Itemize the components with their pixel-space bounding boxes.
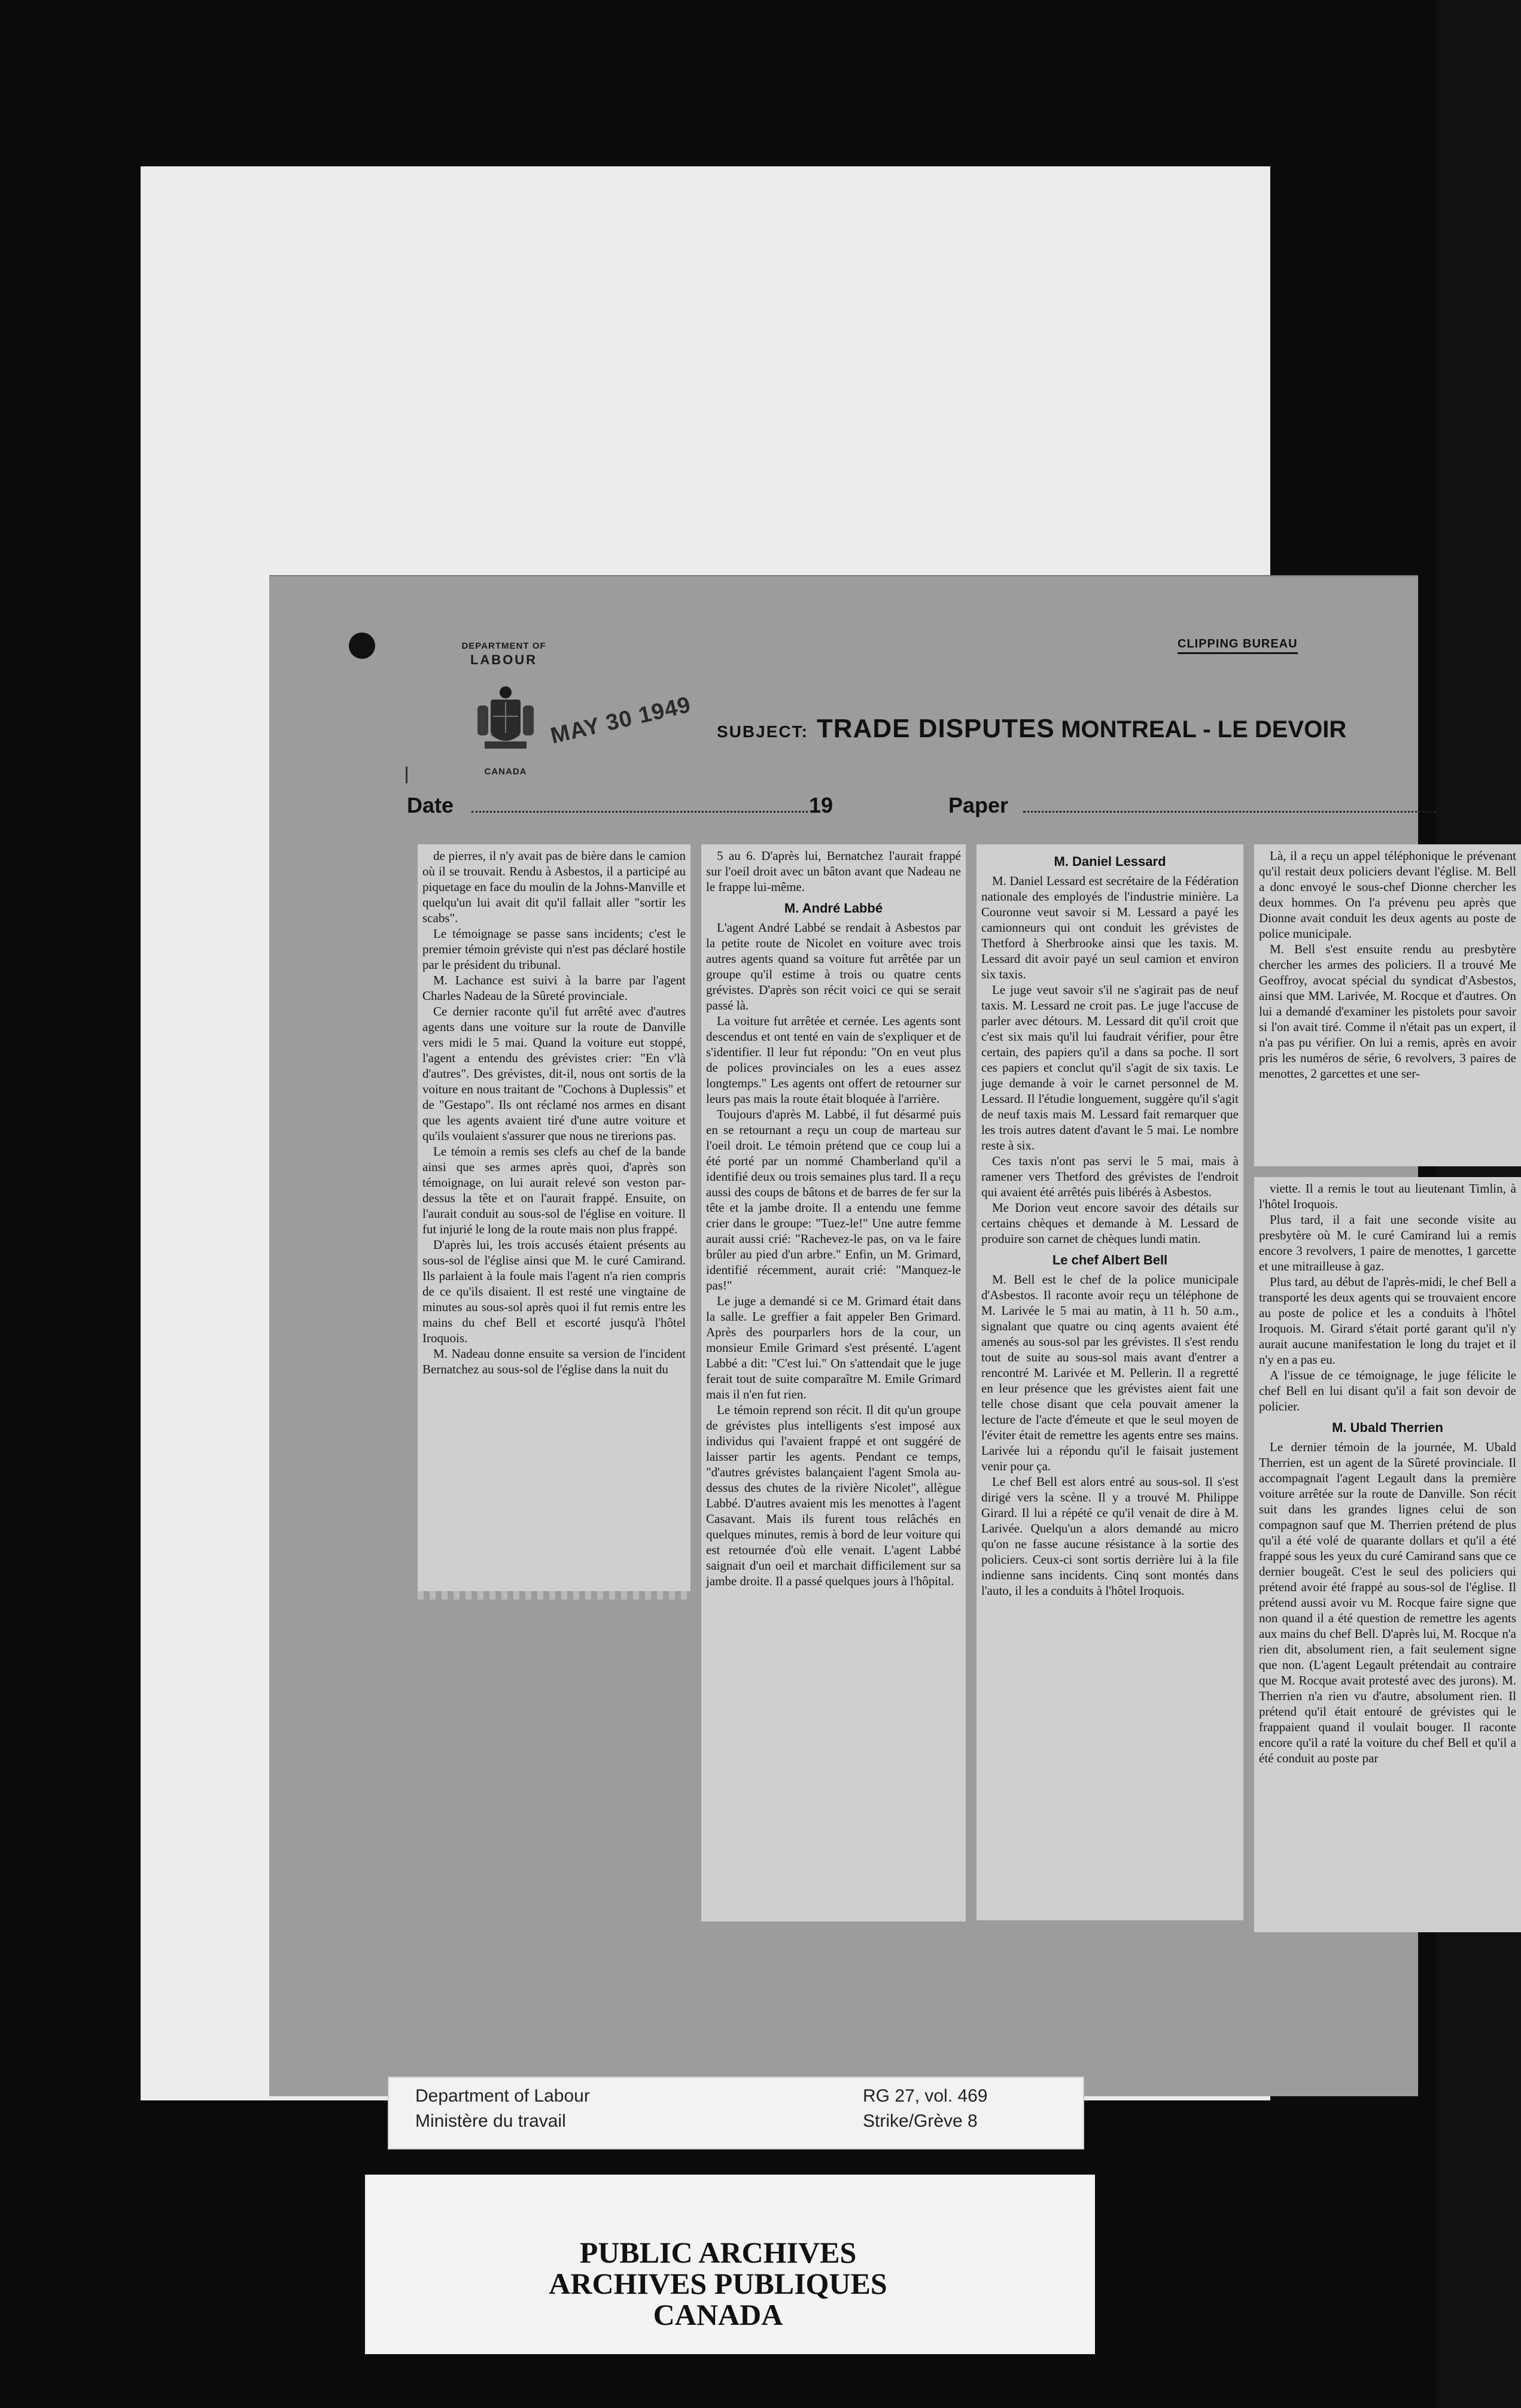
article-paragraph: Plus tard, il a fait une seconde visite au presbytère où M. le curé Camirand lui a remis encore 3 revolvers, 1 paire de menottes, 1 garcette et une mitrailleuse à gaz. (1259, 1212, 1516, 1273)
subject-value: TRADE DISPUTES (816, 714, 1055, 743)
label-department-en: Department of Labour (415, 2086, 590, 2106)
article-paragraph: Le dernier témoin de la journée, M. Ubald Therrien, est un agent de la Sûreté provinciale. Il accompagnait l'agent Legault dans la première voiture arrêtée sur la route de Danville. Son récit suit dans les grandes lignes celui de son compagnon sauf que M. Therrien prétend de plus qu'il a été volé de quarante dollars et qu'il a été frappé sous les yeux du curé Camirand sans que ce dernier bougeât. C'est le seul des policiers qui prétend avoir été frappé au sous-sol de l'église. Il prétend aussi avoir vu M. Rocque faire signe que non quand il a été question de remettre les agents aux mains du chef Bell. D'après lui, M. Rocque n'a rien dit, absolument rien, a fait seulement signe que non. (L'agent Legault prétendait au contraire que M. Rocque avait protesté avec des jurons). M. Therrien n'a rien vu d'autre, absolument rien. Il prétend qu'il était entouré de grévistes qui le frappaient quand il voulait bouger. Il raconte encore qu'il a raté la voiture du chef Bell et qu'il a été conduit au poste par (1259, 1440, 1516, 1765)
archive-sheet (141, 166, 1516, 2100)
article-paragraph: A l'issue de ce témoignage, le juge félicite le chef Bell en lui disant qu'il a fait son devoir de policier. (1259, 1368, 1516, 1413)
article-paragraph: Le témoin reprend son récit. Il dit qu'un groupe de grévistes plus intelligents s'est imposé aux individus qui l'avaient frappé et ont suggéré de laisser partir les agents. Pendant ce temps, "d'autres grévistes balançaient l'agent Smola au-dessus des chutes de la rivière Nicolet", allègue Labbé. D'autres avaient mis les menottes à l'agent Casavant. Mais ils furent tous relâchés en quelques minutes, remis à bord de leur voiture qui est retournée d'où elle venait. L'agent Labbé saignait d'un oeil et marchait difficilement sur sa jambe droite. Il a passé quelques jours à l'hôpital. (706, 1403, 961, 1588)
article-paragraph: de pierres, il n'y avait pas de bière dans le camion où il se trouvait. Rendu à Asbestos, il a participé au piquetage en face du moulin de la Johns-Manville et quelqu'un lui avait dit qu'il fallait aller "sortir les scabs". (422, 849, 686, 925)
coat-of-arms-icon (473, 682, 539, 753)
article-paragraph: M. Nadeau donne ensuite sa version de l'incident Bernatchez au sous-sol de l'église dans la nuit du (422, 1346, 686, 1376)
article-paragraph: La voiture fut arrêtée et cernée. Les agents sont descendus et ont tenté en vain de s'expliquer et de s'identifier. Il leur fut répondu: "On en veut plus de polices provinciales on les a eues assez longtemps." Les agents ont offert de retourner sur leurs pas mais la route était bloquée à l'arrière. (706, 1014, 961, 1106)
clipping-bureau-label: CLIPPING BUREAU (1178, 637, 1298, 654)
article-paragraph: Ce dernier raconte qu'il fut arrêté avec d'autres agents dans une voiture sur la route de Danville vers midi le 5 mai. Quand la voiture eut stoppé, l'agent a entendu des grévistes crier: "En v'là d'autres". Des grévistes, dit-il, nous ont sortis de la voiture en nous traitant de "Cochons à Duplessis" et de "Gestapo". Ils ont réclamé nos armes en disant que les agents avaient tiré d'une autre voiture et qu'ils voulaient s'assurer que nous ne tirerions pas. (422, 1004, 686, 1143)
article-subheading: Le chef Albert Bell (1052, 1252, 1168, 1267)
article-paragraph: Toujours d'après M. Labbé, il fut désarmé puis en se retournant a reçu un coup de marteau sur l'oeil droit. Le témoin prétend que ce coup lui a été porté par un nommé Chamberland qu'il a identifié deux ou trois semaines plus tard. Il a reçu aussi des coups de bâtons et de barres de fer sur la tête et la jambe droite. Il a entendu une femme crier dans le groupe: "Tuez-le!" Une autre femme aurait aussi crié: "Rachevez-le pas, on va le faire brûler au pied d'un arbre." Enfin, un M. Grimard, identifié récemment, aurait crié: "Manquez-le pas!" (706, 1107, 961, 1293)
article-column-4-top (1254, 844, 1521, 1166)
article-paragraph: M. Bell est le chef de la police municipale d'Asbestos. Il raconte avoir reçu un téléphone de M. Larivée le 5 mai au matin, à 11 h. 50 a.m., signalant que quatre ou cinq agents avaient été amenés au sous-sol par les grévistes. Il s'est rendu tout de suite au sous-sol mais avant d'entrer a rencontré M. Larivée et M. Pellerin. Il a regretté en leur présence que les grévistes aient fait une telle chose disant que cela pouvait amener la lecture de l'acte d'émeute et que le seul moyen de l'éviter était de remettre les agents entre ses mains. Larivée lui a répondu qu'il le faisait justement venir pour ça. (981, 1272, 1239, 1473)
article-paragraph: Ces taxis n'ont pas servi le 5 mai, mais à ramener vers Thetford des grévistes de l'endroit qui avaient été arrêtés puis libérés à Asbestos. (981, 1154, 1239, 1199)
paper-dotted-line (1023, 811, 1436, 813)
article-paragraph: Le témoignage se passe sans incidents; c'est le premier témoin gréviste qui n'est pas déclaré hostile par le président du tribunal. (422, 926, 686, 972)
margin-mark (406, 767, 407, 783)
article-paragraph: Plus tard, au début de l'après-midi, le chef Bell a transporté les deux agents qui se trouvaient encore au poste de police et les a conduits à l'hôtel Iroquois. M. Girard s'était porté garant qu'il n'y aurait aucune manifestation le long du trajet et il n'y en a pas eu. (1259, 1275, 1516, 1367)
article-column-2 (701, 844, 966, 1921)
label-file-number: Strike/Grève 8 (863, 2111, 978, 2131)
article-paragraph: Le juge a demandé si ce M. Grimard était dans la salle. Le greffier a fait appeler Ben Grimard. Après des pourparlers hors de la cour, un monsieur Emile Grimard s'est présenté. L'agent Labbé a dit: "C'est lui." On s'attendait que le juge ferait tout de suite comparaître M. Emile Grimard mais il n'en fut rien. (706, 1294, 961, 1401)
archive-reference-label (388, 2076, 1084, 2149)
archives-line1: PUBLIC ARCHIVES (579, 2236, 857, 2269)
article-paragraph: Le juge veut savoir s'il ne s'agirait pas de neuf taxis. M. Lessard ne croit pas. Le juge l'accuse de parler avec détours. M. Lessard dit qu'il croit que c'est six mais qu'il lui faudrait vérifier, pour être certain, des papiers qu'il a dans sa poche. Il sort ces papiers et conclut qu'il s'agit de six taxis. Le juge demande à voir le carnet personnel de M. Lessard. Il l'étudie longuement, suggère qu'il s'agit de neuf taxis mais M. Lessard fait remarquer que les trois autres datent d'avant le 5 mai. Le nombre reste à six. (981, 983, 1239, 1153)
article-paragraph: Me Dorion veut encore savoir des détails sur certains chèques et demande à M. Lessard de produire son carnet de chèques lundi matin. (981, 1200, 1239, 1246)
subject-label: SUBJECT: (717, 722, 808, 741)
paper-label: Paper (948, 793, 1009, 817)
date-label: Date (407, 793, 454, 817)
article-subheading: M. André Labbé (784, 901, 883, 916)
article-column-4-bottom (1254, 1177, 1521, 1932)
date-stamp: MAY 30 1949 (548, 692, 693, 749)
label-record-group: RG 27, vol. 469 (863, 2086, 988, 2106)
source-paper: MONTREAL - LE DEVOIR (1061, 716, 1347, 743)
clipping-sheet (269, 575, 1516, 2096)
article-paragraph: 5 au 6. D'après lui, Bernatchez l'aurait frappé sur l'oeil droit avec un bâton avant que Nadeau ne le frappe lui-même. (706, 849, 961, 894)
punch-hole (349, 633, 375, 659)
archives-stamp (0, 2237, 1436, 2330)
article-paragraph: L'agent André Labbé se rendait à Asbestos par la petite route de Nicolet en voiture avec trois autres agents quand sa voiture fut arrêtée par un groupe qu'il estime à trois ou quatre cents grévistes. D'après son récit voici ce qui se serait passé là. (706, 920, 961, 1013)
date-dotted-line (471, 811, 808, 813)
country-label: CANADA (484, 767, 527, 777)
article-paragraph: Le chef Bell est alors entré au sous-sol. Il s'est dirigé vers la scène. Il y a trouvé M. Philippe Girard. Il lui a répété ce qu'il venait de dire à M. Larivée. Quelqu'un a alors demandé au micro qu'on ne fasse aucune résistance à la sortie des policiers. Ceux-ci sont sortis derrière lui à la file indienne sans incidents. Cinq sont montés dans l'auto, il les a conduits à l'hôtel Iroquois. (981, 1474, 1239, 1598)
archives-line2: ARCHIVES PUBLIQUES (549, 2267, 887, 2300)
article-subheading: M. Daniel Lessard (1054, 854, 1166, 869)
article-paragraph: M. Bell s'est ensuite rendu au presbytère chercher les armes des policiers. Il a trouvé Me Geoffroy, avocat spécial du syndicat d'Asbestos, ainsi que MM. Larivée, M. Rocque et d'autres. On lui a demandé d'examiner les pistolets pour savoir si l'on avait tiré. Comme il n'était pas un expert, il n'a pas pu vérifier. On lui a remis, après en avoir pris les numéros de série, 6 revolvers, 3 paires de menottes, 2 garcettes et une ser- (1259, 942, 1516, 1081)
article-paragraph: D'après lui, les trois accusés étaient présents au sous-sol de l'église ainsi que M. le curé Camirand. Ils parlaient à la foule mais l'agent n'a rien compris de ce qu'ils disaient. Il est resté une vingtaine de minutes au sous-sol après quoi il fut remis entre les mains du chef Bell et escorté jusqu'à l'hôtel Iroquois. (422, 1238, 686, 1345)
subject-line (717, 714, 1346, 744)
torn-edge (418, 1591, 690, 1600)
article-paragraph: M. Lachance est suivi à la barre par l'agent Charles Nadeau de la Sûreté provinciale. (422, 973, 686, 1003)
article-column-1 (418, 844, 690, 1600)
label-department-fr: Ministère du travail (415, 2111, 566, 2131)
article-column-3 (977, 844, 1243, 1920)
archives-line3: CANADA (653, 2298, 783, 2331)
department-heading (450, 641, 558, 668)
article-paragraph: Le témoin a remis ses clefs au chef de la bande ainsi que ses armes après quoi, d'après son témoignage, on lui aurait relevé son veston par-dessus la tête et on l'aurait frappé. Ensuite, on l'aurait conduit au sous-sol de l'église en voiture. Il fut injurié le long de la route mais non plus frappé. (422, 1144, 686, 1236)
department-line1: DEPARTMENT OF (461, 641, 546, 651)
article-paragraph: M. Daniel Lessard est secrétaire de la Fédération nationale des employés de l'industrie minière. La Couronne veut savoir si M. Lessard a payé les camionneurs qui ont conduit les grévistes de Thetford à Sherbrooke ainsi que les taxis. M. Lessard dit avoir payé un seul camion et environ six taxis. (981, 874, 1239, 981)
year-prefix: 19 (809, 793, 833, 817)
article-paragraph: viette. Il a remis le tout au lieutenant Timlin, à l'hôtel Iroquois. (1259, 1181, 1516, 1211)
article-paragraph: Là, il a reçu un appel téléphonique le prévenant qu'il restait deux policiers devant l'église. M. Bell a donc envoyé le sous-chef Dionne chercher les deux hommes. On l'a prévenu peu après que Dionne avait conduit les deux agents au poste de police municipale. (1259, 849, 1516, 941)
department-line2: LABOUR (470, 652, 538, 667)
article-subheading: M. Ubald Therrien (1332, 1420, 1443, 1435)
